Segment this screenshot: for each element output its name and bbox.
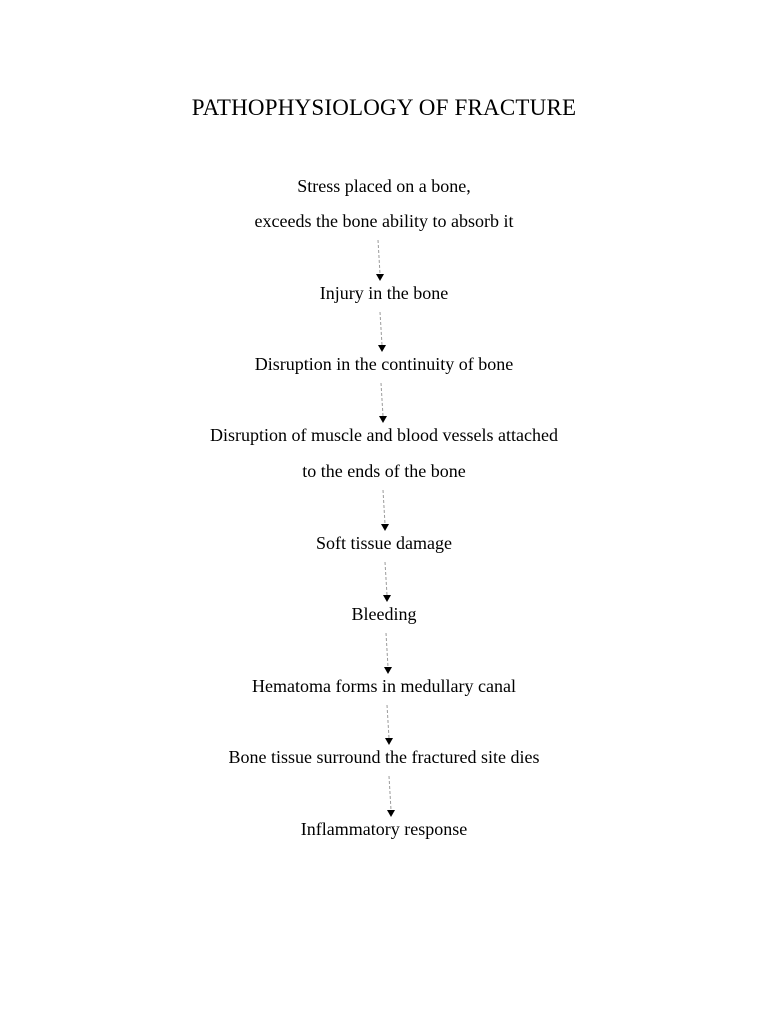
arrow-3-4 bbox=[379, 383, 387, 423]
arrow-8-9 bbox=[387, 776, 395, 817]
page-title: PATHOPHYSIOLOGY OF FRACTURE bbox=[191, 95, 577, 120]
step-9-line-1: Inflammatory response bbox=[300, 819, 468, 839]
step-8-line-1: Bone tissue surround the fractured site dies bbox=[228, 747, 540, 767]
step-7-line-1: Hematoma forms in medullary canal bbox=[252, 676, 516, 696]
step-3-line-1: Disruption in the continuity of bone bbox=[254, 354, 514, 374]
arrow-7-8 bbox=[385, 705, 393, 745]
arrow-2-3 bbox=[378, 312, 386, 352]
arrow-6-7 bbox=[384, 633, 392, 674]
step-1-line-1: Stress placed on a bone, bbox=[297, 176, 471, 196]
arrow-5-6 bbox=[383, 562, 391, 602]
arrow-1-2 bbox=[376, 240, 384, 281]
step-4-line-1: Disruption of muscle and blood vessels attached bbox=[210, 425, 558, 445]
arrow-4-5 bbox=[381, 490, 389, 531]
step-6-line-1: Bleeding bbox=[351, 604, 417, 624]
step-1-line-2: exceeds the bone ability to absorb it bbox=[254, 211, 514, 231]
step-5-line-1: Soft tissue damage bbox=[316, 533, 452, 553]
step-2-line-1: Injury in the bone bbox=[319, 283, 449, 303]
step-4-line-2: to the ends of the bone bbox=[302, 461, 466, 481]
